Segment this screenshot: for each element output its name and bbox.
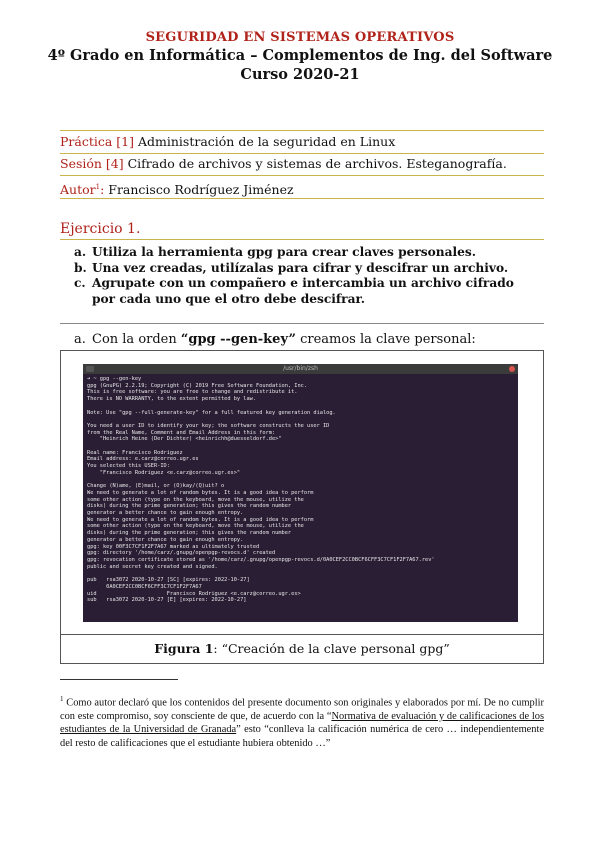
terminal-line: gpg: directory '/home/carz/.gnupg/openpgp-revocs.d' created (87, 550, 276, 557)
terminal-line (87, 477, 514, 484)
degree-title: 4º Grado en Informática – Complementos de Ing. del Software (47, 47, 553, 64)
figure-label: Figura 1 (154, 641, 214, 656)
terminal-line: We need to generate a lot of random bytes. It is a good idea to perform (87, 489, 314, 496)
terminal-line: "Heinrich Heine (Der Dichter) <heinrichh@duesseldorf.de>" (87, 436, 282, 443)
autor-key: Autor (60, 182, 96, 198)
figure-caption (61, 634, 543, 662)
terminal-title: /usr/bin/zsh (283, 365, 318, 372)
footnote-text-before: Como autor declaró que los contenidos del presente documento son originales y elaborados por mí. De no cumplir con este compromiso, soy consciente de que, de acuerdo con la “ (60, 697, 544, 722)
sesion-key: Sesión [4] (60, 156, 124, 171)
terminal-line: "Francisco Rodriguez <e.carz@correo.ugr.es>" (87, 469, 241, 476)
task-label: a. (74, 245, 87, 259)
terminal-line: ➜ ~ gpg --gen-key (87, 376, 142, 382)
practica-value: Administración de la seguridad en Linux (134, 134, 396, 149)
section-divider (60, 323, 544, 324)
figure-caption-text: : “Creación de la clave personal gpg” (213, 641, 450, 656)
task-item (74, 245, 534, 261)
task-text: Utiliza la herramienta gpg para crear claves personales. (92, 245, 477, 259)
terminal-line: generator a better chance to gain enough entropy. (87, 536, 244, 543)
task-list (74, 245, 534, 307)
task-text: Una vez creadas, utilízalas para cifrar y descifrar un archivo. (92, 260, 509, 275)
terminal-line: some other action (type on the keyboard, move the mouse, utilize the (87, 523, 304, 530)
exercise-title: Ejercicio 1. (60, 219, 544, 240)
autor-colon: : (100, 182, 105, 198)
practica-key: Práctica [1] (60, 134, 134, 149)
year-title: Curso 2020-21 (240, 66, 360, 83)
terminal-line (87, 570, 514, 577)
terminal-line: disks) during the prime generation; this gives the random number (87, 503, 292, 510)
answer-command: “gpg --gen-key” (180, 332, 296, 347)
footnote (60, 693, 544, 750)
terminal-line: 0A0CEF2CC0BCF6CFF3C7CF1F2F7A67 (87, 583, 202, 590)
terminal-line: You selected this USER-ID: (87, 463, 170, 470)
close-icon (509, 366, 515, 372)
task-label: c. (74, 276, 86, 290)
answer-suffix: creamos la clave personal: (295, 332, 476, 347)
terminal-line: You need a user ID to identify your key; the software constructs the user ID (87, 422, 330, 429)
terminal-line: There is NO WARRANTY, to the extent permitted by law. (87, 396, 257, 403)
regulation-link[interactable]: Normativa de evaluación y de calificaciones de los estudiantes de la Universidad de Granada (60, 710, 544, 736)
terminal-titlebar (83, 364, 518, 374)
terminal-line: disks) during the prime generation; this gives the random number (87, 530, 292, 537)
terminal-line: generator a better chance to gain enough entropy. (87, 510, 244, 517)
terminal-output (83, 374, 518, 606)
terminal-line (87, 443, 514, 450)
answer-prefix: Con la orden (92, 332, 181, 347)
footnote-text-after: ” esto “conlleva la calificación numérica de cero … independientemente del resto de calificaciones que el estudiante hubiera obtenido …” (60, 724, 544, 749)
answer-line (74, 332, 476, 347)
terminal-line (87, 416, 514, 423)
task-text: Agrupate con un compañero e intercambia un archivo cifrado por cada uno que el otro debe descifrar. (92, 276, 514, 306)
autor-footnote-ref[interactable]: 1 (95, 183, 101, 191)
answer-label: a. (74, 332, 86, 347)
terminal-line: sub rsa3072 2020-10-27 [E] [expires: 2022-10-27] (87, 597, 247, 604)
footnote-rule (60, 679, 178, 680)
course-title: SEGURIDAD EN SISTEMAS OPERATIVOS (145, 30, 455, 45)
terminal-line: from the Real Name, Comment and Email Address in this form: (87, 429, 276, 436)
terminal-line: uid Francisco Rodriguez <e.carz@correo.ugr.es> (87, 590, 301, 597)
terminal-line: gpg: key 00F3C7CF1F2F7A67 marked as ultimately trusted (87, 543, 260, 550)
meta-practica (60, 130, 544, 154)
terminal-line: Change (N)ame, (E)mail, or (O)kay/(Q)uit? o (87, 483, 225, 490)
terminal-line: Note: Use "gpg --full-generate-key" for a full featured key generation dialog. (87, 409, 336, 416)
task-label: b. (74, 260, 87, 275)
meta-sesion (60, 153, 544, 176)
terminal-line (87, 403, 514, 410)
terminal-line: gpg (GnuPG) 2.2.19; Copyright (C) 2019 Free Software Foundation, Inc. (87, 382, 308, 389)
terminal-line: Email address: e.carz@correo.ugr.es (87, 456, 199, 463)
footnote-marker: 1 (60, 695, 64, 703)
task-item (74, 276, 534, 307)
autor-value: Francisco Rodríguez Jiménez (104, 182, 294, 198)
meta-autor (60, 176, 544, 199)
terminal-line: Real name: Francisco Rodriguez (87, 449, 183, 456)
sesion-value: Cifrado de archivos y sistemas de archivos. Esteganografía. (123, 156, 507, 171)
terminal-line: gpg: revocation certificate stored as '/home/carz/.gnupg/openpgp-revocs.d/0A0CEF2CC0BCF6CFF3C7CF1F2F7A67.rev' (87, 556, 435, 563)
terminal-line: We need to generate a lot of random bytes. It is a good idea to perform (87, 516, 314, 523)
terminal-line: This is free software: you are free to change and redistribute it. (87, 389, 298, 396)
terminal-line: pub rsa3072 2020-10-27 [SC] [expires: 2022-10-27] (87, 577, 250, 584)
terminal-line: public and secret key created and signed. (87, 563, 218, 570)
terminal-line: some other action (type on the keyboard, move the mouse, utilize the (87, 496, 304, 503)
terminal-screenshot (83, 364, 518, 622)
task-item (74, 261, 534, 277)
